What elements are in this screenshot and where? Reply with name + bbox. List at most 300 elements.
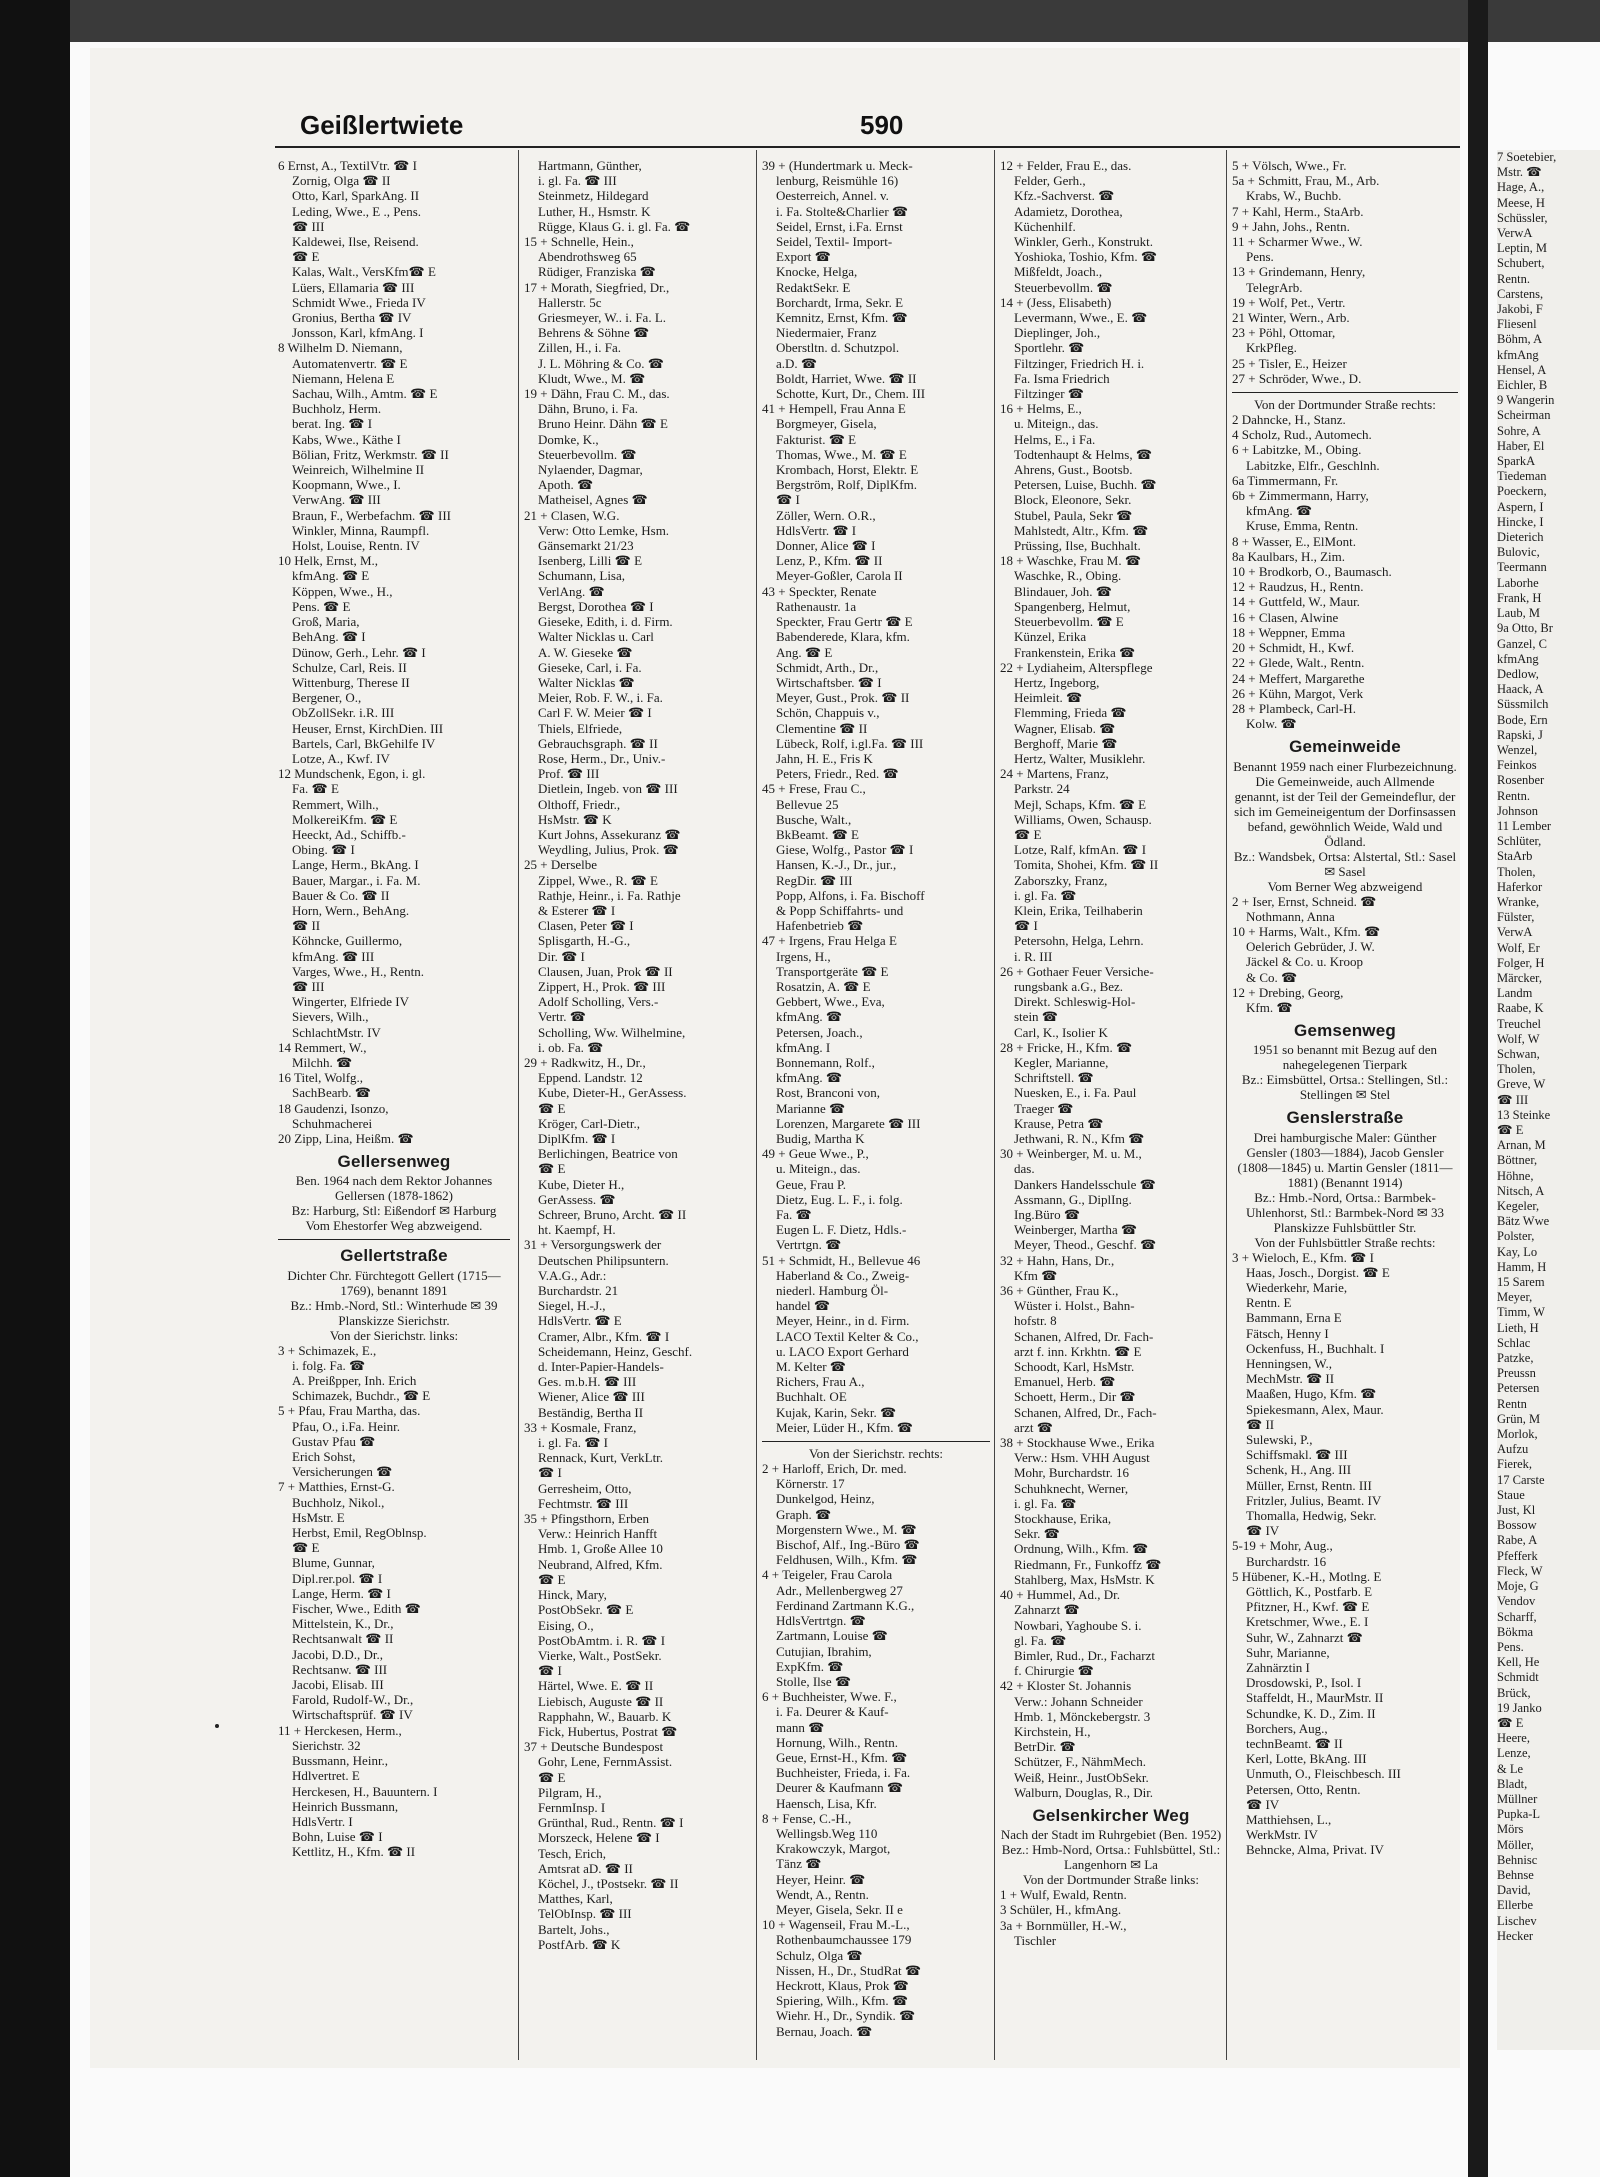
resident-entry: Grünthal, Rud., Rentn. ☎ I [538,1815,684,1831]
page-number: 590 [860,110,904,140]
resident-entry: i. ob. Fa. ☎ [538,1039,604,1055]
resident-entry: Bartels, Carl, BkGehilfe IV [292,735,436,751]
resident-entry: Isenberg, Lilli ☎ E [538,553,643,569]
margin-fragment: Teermann [1497,560,1547,575]
resident-entry: Export ☎ [776,249,831,265]
resident-entry: Meyer-Goßler, Carola II [776,568,903,584]
house-entry: 18 Gaudenzi, Isonzo, [278,1100,389,1116]
resident-entry: RedaktSekr. E [776,279,851,295]
resident-entry: Göttlich, K., Postfarb. E [1246,1584,1373,1600]
margin-fragment: Bossow [1497,1518,1537,1533]
resident-entry: Gohr, Lene, FernmAssist. [538,1754,673,1770]
book-gutter [1468,0,1488,2177]
resident-entry: Herckesen, H., Bauuntern. I [292,1783,438,1799]
resident-entry: Schiffsmakl. ☎ III [1246,1447,1348,1463]
running-head: Geißlertwiete [300,110,464,140]
resident-entry: Felder, Gerh., [1014,173,1086,189]
resident-entry: PostObAmtm. i. R. ☎ I [538,1632,666,1648]
house-entry: 26 + Kühn, Margot, Verk [1232,685,1364,701]
margin-fragment: Lischev [1497,1913,1537,1928]
resident-entry: Spangenberg, Helmut, [1014,598,1131,614]
resident-entry: Cutujian, Ibrahim, [776,1643,872,1659]
house-entry: 9 + Jahn, Johs., Rentn. [1232,218,1350,234]
resident-entry: Gieseke, Edith, i. d. Firm. [538,614,673,630]
resident-entry: Niedermaier, Franz [776,325,877,341]
resident-entry: Zaborszky, Franz, [1014,872,1108,888]
house-entry: 8 Wilhelm D. Niemann, [278,340,403,356]
resident-entry: Bartelt, Johs., [538,1921,610,1937]
column-rule [1226,150,1227,2060]
resident-entry: Otto, Karl, SparkAng. II [292,188,420,204]
street-note: Bez.: Hmb-Nord, Ortsa.: Fuhlsbüttel, Stl.: Langenhorn ✉ La [1001,1842,1221,1873]
resident-entry: Pens. ☎ E [292,598,351,614]
resident-entry: Rapphahn, W., Bauarb. K [538,1708,672,1724]
resident-entry: i. folg. Fa. ☎ [292,1357,366,1373]
resident-entry: Kretschmer, Wwe., E. I [1246,1614,1369,1630]
resident-entry: Rennack, Kurt, VerkLtr. [538,1450,664,1466]
resident-entry: Zartmann, Louise ☎ [776,1628,888,1644]
resident-entry: Hafenbetrieb ☎ [776,918,864,934]
margin-fragment: Aspern, I [1497,499,1544,514]
resident-entry: Rost, Branconi von, [776,1085,880,1101]
resident-entry: Kujak, Karin, Sekr. ☎ [776,1404,897,1420]
resident-entry: Verw: Otto Lemke, Hsm. [538,522,670,538]
margin-fragment: Just, Kl [1497,1503,1536,1518]
house-entry: 2 + Iser, Ernst, Schneid. ☎ [1232,893,1377,909]
resident-entry: Nissen, H., Dr., StudRat ☎ [776,1962,922,1978]
resident-entry: Fritzler, Julius, Beamt. IV [1246,1492,1382,1508]
resident-entry: HdlsVertr. I [292,1813,353,1829]
resident-entry: Bammann, Erna E [1246,1310,1342,1326]
resident-entry: Ges. m.b.H. ☎ III [538,1374,637,1390]
margin-fragment: Schlac [1497,1335,1531,1350]
resident-entry: Jonsson, Karl, kfmAng. I [292,325,424,341]
resident-entry: Winkler, Minna, Raumpfl. [292,522,430,538]
street-heading: Genslerstraße [1286,1108,1404,1128]
resident-entry: Buchholz, Nikol., [292,1494,385,1510]
resident-entry: ☎ II [1246,1416,1275,1432]
street-heading: Gellersenweg [337,1152,451,1172]
resident-entry: niederl. Hamburg Öl- [776,1283,889,1299]
house-entry: 23 + Pöhl, Ottomar, [1232,325,1336,341]
margin-fragment: Brück, [1497,1685,1531,1700]
resident-entry: Krause, Petra ☎ [1014,1115,1104,1131]
resident-entry: Krombach, Horst, Elektr. E [776,462,919,478]
resident-entry: Ockenfuss, H., Buchhalt. I [1246,1340,1385,1356]
margin-fragment: VerwA [1497,226,1533,241]
margin-fragment: Schwan, [1497,1046,1540,1061]
margin-fragment: Schubert, [1497,256,1545,271]
resident-entry: LACO Textil Kelter & Co., [776,1328,919,1344]
resident-entry: ExpKfm. ☎ [776,1658,844,1674]
resident-entry: Spiering, Wilh., Kfm. ☎ [776,1993,909,2009]
margin-fragment: Carstens, [1497,286,1544,301]
resident-entry: Zornig, Olga ☎ II [292,173,391,189]
house-entry: 17 + Morath, Siegfried, Dr., [524,279,670,295]
margin-fragment: Meyer, [1497,1290,1533,1305]
resident-entry: Meyer, Theod., Geschf. ☎ [1014,1237,1157,1253]
resident-entry: Richers, Frau A., [776,1374,865,1390]
margin-fragment: Mstr. ☎ [1497,165,1542,180]
resident-entry: a.D. ☎ [776,355,818,371]
resident-entry: Fick, Hubertus, Postrat ☎ [538,1723,678,1739]
resident-entry: Heeckt, Ad., Schiffb.- [292,826,406,842]
resident-entry: Mißfeldt, Joach., [1014,264,1103,280]
resident-entry: Kröger, Carl-Dietr., [538,1115,641,1131]
resident-entry: Rüdiger, Franziska ☎ [538,264,656,280]
resident-entry: Mittelstein, K., Dr., [292,1616,394,1632]
resident-entry: Dipl.rer.pol. ☎ I [292,1570,383,1586]
resident-entry: Geue, Frau P. [776,1176,847,1192]
margin-fragment: Hage, A., [1497,180,1545,195]
resident-entry: Dir. ☎ I [538,948,585,964]
resident-entry: Wellingsb.Weg 110 [776,1825,878,1841]
house-entry: 40 + Hummel, Ad., Dr. [1000,1587,1120,1603]
margin-fragment: ☎ III [1497,1092,1529,1107]
margin-fragment: Fleck, W [1497,1563,1543,1578]
resident-entry: Carl, K., Isolier K [1014,1024,1108,1040]
resident-entry: Zippert, H., Prok. ☎ III [538,978,666,994]
resident-entry: Matheisel, Agnes ☎ [538,492,648,508]
resident-entry: ☎ I [538,1663,562,1679]
street-note: Bz: Harburg, Stl: Eißendorf ✉ Harburg [291,1203,497,1219]
margin-fragment: Pens. [1497,1639,1524,1654]
resident-entry: Tesch, Erich, [538,1845,607,1861]
margin-fragment: Böttner, [1497,1153,1538,1168]
resident-entry: Adamietz, Dorothea, [1014,203,1123,219]
resident-entry: BetrDir. ☎ [1014,1739,1076,1755]
margin-fragment: & Le [1497,1761,1524,1776]
column-3 [762,158,990,2058]
resident-entry: Parkstr. 24 [1014,781,1070,797]
house-entry: 16 + Helms, E., [1000,401,1082,417]
resident-entry: Lübeck, Rolf, i.gl.Fa. ☎ III [776,735,924,751]
margin-fragment: Haber, El [1497,438,1545,453]
resident-entry: Prof. ☎ III [538,766,600,782]
resident-entry: Köhncke, Guillermo, [292,933,403,949]
resident-entry: Bergener, O., [292,690,362,706]
resident-entry: stein ☎ [1014,1009,1058,1025]
resident-entry: Jethwani, R. N., Kfm ☎ [1014,1131,1145,1146]
street-note: Von der Dortmunder Straße rechts: [1254,397,1436,413]
resident-entry: Kfm ☎ [1014,1267,1058,1283]
house-entry: 38 + Stockhause Wwe., Erika [1000,1435,1155,1451]
resident-entry: Rosatzin, A. ☎ E [776,978,871,994]
resident-entry: Petersen, Otto, Rentn. [1246,1781,1361,1797]
resident-entry: Seidel, Textil- Import- [776,234,893,250]
house-entry: 20 Zipp, Lina, Heißm. ☎ [278,1131,414,1146]
resident-entry: arzt f. inn. Krkhtn. ☎ E [1014,1343,1142,1359]
resident-entry: & Popp Schiffahrts- und [776,902,904,918]
resident-entry: Haensch, Lisa, Kfr. [776,1795,877,1811]
resident-entry: Schuhmacherei [292,1115,373,1131]
resident-entry: Oberstltn. d. Schutzpol. [776,340,900,356]
resident-entry: Schotte, Kurt, Dr., Chem. III [776,386,926,402]
resident-entry: Pfitzner, H., Kwf. ☎ E [1246,1599,1370,1615]
house-entry: 39 + (Hundertmark u. Meck- [762,158,913,173]
house-entry: 10 + Harms, Walt., Kfm. ☎ [1232,923,1381,939]
resident-entry: Bimler, Rud., Dr., Facharzt [1014,1647,1156,1663]
resident-entry: Borgmeyer, Gisela, [776,416,877,432]
resident-entry: Kurt Johns, Assekuranz ☎ [538,826,681,842]
resident-entry: Lenz, P., Kfm. ☎ II [776,553,883,569]
section-divider [1232,392,1458,393]
street-note: Dichter Chr. Fürchtegott Gellert (1715—1769), benannt 1891 [287,1267,501,1298]
resident-entry: Schulze, Carl, Reis. II [292,659,407,675]
resident-entry: Jahn, H. E., Fris K [776,750,873,766]
house-entry: 4 + Teigeler, Frau Carola [762,1567,893,1583]
resident-entry: Stahlberg, Max, HsMstr. K [1014,1571,1155,1587]
resident-entry: Griesmeyer, W.. i. Fa. L. [538,310,667,326]
resident-entry: Vierke, Walt., PostSekr. [538,1647,662,1663]
house-entry: 16 Titel, Wolfg., [278,1070,364,1086]
resident-entry: ☎ I [1014,918,1038,934]
house-entry: 10 + Wagenseil, Frau M.-L., [762,1917,910,1933]
resident-entry: Fechtmstr. ☎ III [538,1495,629,1511]
resident-entry: Clasen, Peter ☎ I [538,918,634,934]
resident-entry: ☎ E [538,1571,566,1587]
margin-fragment: Johnson [1497,803,1538,818]
resident-entry: Blume, Gunnar, [292,1555,375,1571]
resident-entry: ☎ III [292,218,325,234]
house-entry: 6 Ernst, A., TextilVtr. ☎ I [278,158,417,173]
margin-fragment: Raabe, K [1497,1001,1544,1016]
column-rule [756,150,757,2060]
house-entry: 22 + Glede, Walt., Rentn. [1232,655,1365,671]
margin-fragment: Hamm, H [1497,1259,1547,1274]
house-entry: 26 + Gothaer Feuer Versiche- [1000,963,1154,979]
margin-fragment: Staue [1497,1487,1525,1502]
resident-entry: Frankenstein, Erika ☎ [1014,644,1136,660]
resident-entry: Ang. ☎ E [776,644,833,660]
resident-entry: Liebisch, Auguste ☎ II [538,1693,664,1709]
resident-entry: Gronius, Bertha ☎ IV [292,310,412,326]
street-heading: Gemsenweg [1294,1021,1396,1041]
resident-entry: das. [1014,1161,1035,1177]
resident-entry: Transportgeräte ☎ E [776,963,889,979]
house-entry: 11 + Herckesen, Herm., [278,1722,402,1738]
house-entry: 6b + Zimmermann, Harry, [1232,488,1369,504]
resident-entry: & Esterer ☎ I [538,902,616,918]
resident-entry: Yoshioka, Toshio, Kfm. ☎ [1014,249,1158,265]
street-heading: Gelsenkircher Weg [1032,1805,1190,1825]
resident-entry: Kfz.-Sachverst. ☎ [1014,188,1115,204]
resident-entry: Burchardstr. 16 [1246,1553,1327,1569]
resident-entry: Petersohn, Helga, Lehrn. [1014,933,1144,949]
resident-entry: Jacobi, Elisab. III [292,1677,384,1693]
margin-fragment: Tiedeman [1497,469,1547,484]
resident-entry: Dünow, Gerh., Lehr. ☎ I [292,644,426,660]
resident-entry: Helms, E., i Fa. [1014,431,1096,447]
house-entry: 10 + Brodkorb, O., Baumasch. [1232,564,1392,580]
resident-entry: Eising, O., [538,1617,594,1633]
house-entry: 33 + Kosmale, Franz, [524,1419,637,1435]
resident-entry: Clausen, Juan, Prok ☎ II [538,963,673,979]
resident-entry: Wirtschaftsprüf. ☎ IV [292,1707,413,1723]
margin-fragment: Poeckern, [1497,484,1547,499]
resident-entry: Gustav Pfau ☎ [292,1433,376,1449]
margin-fragment: kfmAng [1497,347,1539,362]
resident-entry: Morgenstern Wwe., M. ☎ [776,1521,917,1537]
resident-entry: Eugen L. F. Dietz, Hdls.- [776,1222,907,1238]
resident-entry: Meyer, Gust., Prok. ☎ II [776,690,910,706]
resident-entry: Drosdowski, P., Isol. I [1246,1675,1362,1691]
resident-entry: Gebrauchsgraph. ☎ II [538,735,658,751]
resident-entry: Borchardt, Irma, Sekr. E [776,294,904,310]
margin-fragment: StaArb [1497,849,1533,864]
resident-entry: DiplKfm. ☎ I [538,1131,616,1146]
resident-entry: Irgens, H., [776,948,831,964]
house-entry: 25 + Tisler, E., Heizer [1232,355,1347,371]
resident-entry: Lotze, A., Kwf. IV [292,750,390,766]
resident-entry: Schmidt Wwe., Frieda IV [292,294,426,310]
resident-entry: Bohn, Luise ☎ I [292,1829,383,1845]
resident-entry: Klein, Erika, Teilhaberin [1014,902,1143,918]
margin-fragment: Moje, G [1497,1579,1539,1594]
resident-entry: ☎ IV [1246,1796,1280,1812]
margin-fragment: Morlok, [1497,1427,1538,1442]
resident-entry: Seidel, Ernst, i.Fa. Ernst [776,218,903,234]
resident-entry: Giese, Wolfg., Pastor ☎ I [776,842,914,858]
resident-entry: Riedmann, Fr., Funkoffz ☎ [1014,1556,1162,1572]
resident-entry: ☎ E [538,1161,566,1177]
resident-entry: Milchh. ☎ [292,1054,353,1070]
street-note: Von der Dortmunder Straße links: [1023,1872,1199,1888]
resident-entry: Schimazek, Buchdr., ☎ E [292,1388,431,1404]
house-entry: 12 + Felder, Frau E., das. [1000,158,1132,173]
resident-entry: kfmAng. ☎ E [292,568,370,584]
house-entry: 14 + (Jess, Elisabeth) [1000,294,1112,310]
resident-entry: Lange, Herm. ☎ I [292,1585,391,1601]
margin-fragment: Haferkor [1497,879,1543,894]
resident-entry: Hornung, Wilh., Rentn. [776,1734,899,1750]
resident-entry: Domke, K., [538,431,599,447]
resident-entry: Lüers, Ellamaria ☎ III [292,279,415,295]
resident-entry: Zillen, H., i. Fa. [538,340,622,356]
resident-entry: Heckrott, Klaus, Prok ☎ [776,1977,909,1993]
resident-entry: Dieplinger, Joh., [1014,325,1101,341]
resident-entry: Stockhause, Erika, [1014,1511,1112,1527]
resident-entry: Bölian, Fritz, Werkmstr. ☎ II [292,446,449,462]
resident-entry: Obing. ☎ I [292,842,355,858]
resident-entry: Amtsrat aD. ☎ II [538,1860,633,1876]
street-note: Planskizze Sierichstr. [338,1312,450,1328]
resident-entry: HsMstr. ☎ K [538,811,612,827]
resident-entry: BehAng. ☎ I [292,629,366,645]
house-entry: 8a Kaulbars, H., Zim. [1232,548,1346,564]
resident-entry: Feldhusen, Wilh., Kfm. ☎ [776,1552,918,1568]
resident-entry: Speckter, Frau Gertr ☎ E [776,614,913,630]
resident-entry: ☎ E [538,1769,566,1785]
margin-fragment: Bode, Ern [1497,712,1548,727]
resident-entry: & Co. ☎ [1246,969,1298,985]
margin-fragment: Dieterich [1497,530,1544,545]
house-entry: 28 + Fricke, H., Kfm. ☎ [1000,1039,1133,1055]
resident-entry: Hertz, Walter, Musiklehr. [1014,750,1146,766]
house-entry: 25 + Derselbe [524,857,598,873]
resident-entry: Tischler [1014,1932,1057,1948]
margin-fragment: Bökma [1497,1624,1534,1639]
resident-entry: Mejl, Schaps, Kfm. ☎ E [1014,796,1147,812]
resident-entry: Schreer, Bruno, Archt. ☎ II [538,1207,687,1223]
resident-entry: Künzel, Erika [1014,629,1087,645]
resident-entry: Verw.: Johann Schneider [1014,1693,1143,1709]
resident-entry: Wiener, Alice ☎ III [538,1389,645,1405]
resident-entry: Zöller, Wern. O.R., [776,507,876,523]
resident-entry: Herbst, Emil, RegOblnsp. [292,1525,427,1541]
margin-fragment: Möller, [1497,1837,1534,1852]
margin-fragment: Pfefferk [1497,1548,1538,1563]
house-entry: 3 + Wieloch, E., Kfm. ☎ I [1232,1249,1374,1265]
resident-entry: Graph. ☎ [776,1506,832,1522]
resident-entry: Beständig, Bertha II [538,1404,644,1420]
resident-entry: Deurer & Kaufmann ☎ [776,1780,904,1796]
resident-entry: Filtzinger, Friedrich H. i. [1014,355,1145,371]
margin-fragment: Frank, H [1497,590,1542,605]
resident-entry: Kerl, Lotte, BkAng. III [1246,1751,1367,1767]
resident-entry: Babenderede, Klara, kfm. [776,629,910,645]
resident-entry: Hallerstr. 5c [538,294,602,310]
resident-entry: Buchheister, Frieda, i. Fa. [776,1765,911,1781]
house-entry: 42 + Kloster St. Johannis [1000,1678,1132,1694]
resident-entry: Kfm. ☎ [1246,999,1293,1015]
resident-entry: Körnerstr. 17 [776,1476,845,1492]
street-note: Von der Sierichstr. rechts: [808,1446,944,1462]
resident-entry: Härtel, Wwe. E. ☎ II [538,1678,654,1694]
resident-entry: Steuerbevollm. ☎ [538,446,637,462]
resident-entry: u. Miteign., das. [776,1161,861,1177]
resident-entry: Popp, Alfons, i. Fa. Bischoff [776,887,925,903]
margin-fragment: Fliesenl [1497,317,1537,332]
resident-entry: Nuesken, E., i. Fa. Paul [1014,1085,1137,1101]
house-entry: 31 + Versorgungswerk der [524,1237,662,1253]
margin-fragment: Haack, A [1497,682,1544,697]
resident-entry: HsMstr. E [292,1509,345,1525]
resident-entry: Donner, Alice ☎ I [776,538,876,554]
section-divider [762,1441,990,1442]
house-entry: 18 + Waschke, Frau M. ☎ [1000,553,1142,569]
resident-entry: Berlichingen, Beatrice von [538,1146,678,1162]
resident-entry: PostfArb. ☎ K [538,1936,621,1952]
house-entry: 12 + Raudzus, H., Rentn. [1232,579,1364,595]
resident-entry: Fätsch, Henny I [1246,1325,1329,1341]
resident-entry: Direkt. Schleswig-Hol- [1014,994,1136,1010]
resident-entry: Meyer, Heinr., in d. Firm. [776,1313,910,1329]
house-entry: 27 + Schröder, Wwe., D. [1232,370,1362,386]
house-entry: 6 + Labitzke, M., Obing. [1232,442,1362,458]
resident-entry: Knocke, Helga, [776,264,858,280]
house-entry: 24 + Martens, Franz, [1000,766,1109,782]
margin-fragment: 17 Carste [1497,1472,1545,1487]
resident-entry: Meier, Rob. F. W., i. Fa. [538,690,663,706]
resident-entry: Köppen, Wwe., H., [292,583,393,599]
resident-entry: Ordnung, Wilh., Kfm. ☎ [1014,1541,1149,1557]
margin-fragment: Tholen, [1497,1062,1536,1077]
resident-entry: Kemnitz, Ernst, Kfm. ☎ [776,310,908,326]
resident-entry: Suhr, W., Zahnarzt ☎ [1246,1629,1363,1645]
resident-entry: ☎ E [292,1540,320,1556]
resident-entry: Eppend. Landstr. 12 [538,1070,643,1086]
resident-entry: Kludt, Wwe., M. ☎ [538,370,646,386]
resident-entry: Berghoff, Marie ☎ [1014,735,1118,751]
margin-fragment: Timm, W [1497,1305,1545,1320]
margin-fragment: Scheirman [1497,408,1551,423]
margin-fragment: Lieth, H [1497,1320,1539,1335]
resident-entry: Todtenhaupt & Helms, ☎ [1014,446,1153,462]
margin-fragment: 7 Soetebier, [1497,150,1557,164]
resident-entry: Lange, Herm., BkAng. I [292,857,419,873]
resident-entry: Marianne ☎ [776,1100,846,1116]
